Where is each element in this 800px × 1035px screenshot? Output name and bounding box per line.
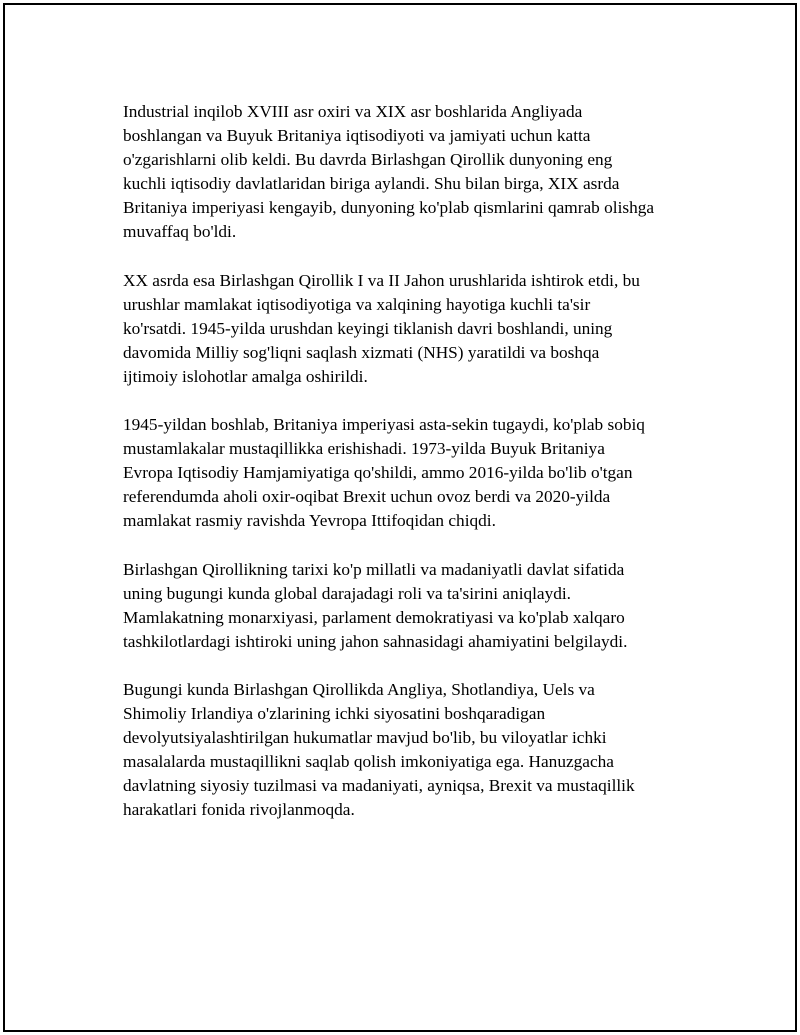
paragraph-devolution: Bugungi kunda Birlashgan Qirollikda Angliya, Shotlandiya, Uels va Shimoliy Irlandiya o'zlarining ichki siyosatini boshqaradigan devolyutsiyalashtirilgan hukumatlar mavjud bo'lib, bu viloyatlar ichki masalalarda mustaqillikni saqlab qolish imkoniyatiga ega. Hanuzgacha davlatning siyosiy tuzilmasi va madaniyati, ayniqsa, Brexit va mustaqillik harakatlari fonida rivojlanmoqda. <box>123 679 635 820</box>
paragraph-global-role: Birlashgan Qirollikning tarixi ko'p millatli va madaniyatli davlat sifatida uning bugungi kunda global darajadagi roli va ta'sirini aniqlaydi. Mamlakatning monarxiyasi, parlament demokratiyasi va ko'plab xalqaro tashkilotlardagi ishtiroki uning jahon sahnasidagi ahamiyatini belgilaydi. <box>123 559 628 651</box>
paragraph-industrial-revolution: Industrial inqilob XVIII asr oxiri va XIX asr boshlarida Angliyada boshlangan va Buyuk Britaniya iqtisodiyoti va jamiyati uchun katta o'zgarishlarni olib keldi. Bu davrda Birlashgan Qirollik dunyoning eng kuchli iqtisodiy davlatlaridan biriga aylandi. Shu bilan birga, XIX asrda Britaniya imperiyasi kengayib, dunyoning ko'plab qismlarini qamrab olishga muvaffaq bo'ldi. <box>123 102 655 242</box>
page-frame <box>3 3 797 1032</box>
document-body <box>123 100 713 846</box>
paragraph-world-wars: XX asrda esa Birlashgan Qirollik I va II Jahon urushlarida ishtirok etdi, bu urushlar mamlakat iqtisodiyotiga va xalqining hayotiga kuchli ta'sir ko'rsatdi. 1945-yilda urushdan keyingi tiklanish davri boshlandi, uning davomida Milliy sog'liqni saqlash xizmati (NHS) yaratildi va boshqa ijtimoiy islohotlar amalga oshirildi. <box>123 270 640 386</box>
paragraph-empire-decline-brexit: 1945-yildan boshlab, Britaniya imperiyasi asta-sekin tugaydi, ko'plab sobiq mustamlakalar mustaqillikka erishishadi. 1973-yilda Buyuk Britaniya Evropa Iqtisodiy Hamjamiyatiga qo'shildi, ammo 2016-yilda bo'lib o'tgan referendumda aholi oxir-oqibat Brexit uchun ovoz berdi va 2020-yilda mamlakat rasmiy ravishda Yevropa Ittifoqidan chiqdi. <box>123 415 645 531</box>
